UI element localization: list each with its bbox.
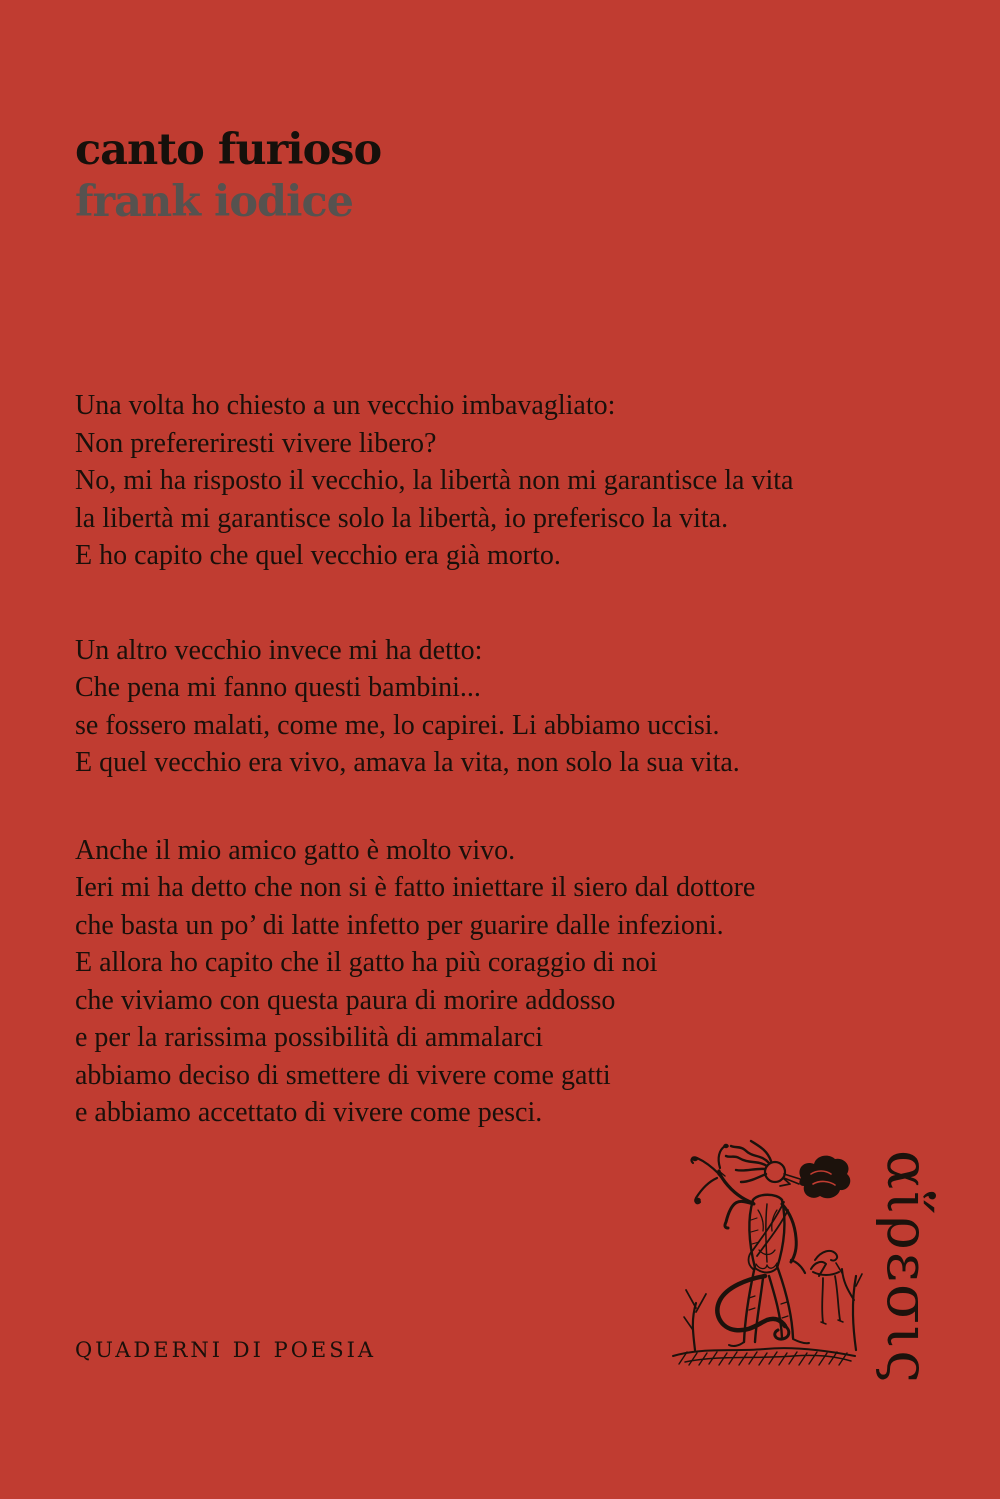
left-twig [684, 1290, 706, 1350]
poem-line: No, mi ha risposto il vecchio, la libertà non mi garantisce la vita [75, 465, 794, 496]
poem-line: e per la rarissima possibilità di ammalarci [75, 1022, 544, 1053]
poem-line: E ho capito che quel vecchio era già morto. [75, 540, 561, 571]
figure-hair [726, 1141, 771, 1182]
poem-line: Non prefereriresti vivere libero? [75, 427, 437, 459]
poem-line: Un altro vecchio invece mi ha detto: [75, 634, 483, 666]
figure-drape [749, 1202, 789, 1269]
figure-head [765, 1162, 800, 1186]
poem-line: la libertà mi garantisce solo la libertà, io preferisco la vita. [75, 502, 729, 534]
breath-cloud [799, 1156, 850, 1199]
poem-line: abbiamo deciso di smettere di vivere come gatti [75, 1059, 611, 1091]
publisher-logo-figure [663, 1138, 868, 1370]
poem-line: Ieri mi ha detto che non si è fatto iniettare il siero dal dottore [75, 872, 756, 903]
goat-figure [811, 1251, 843, 1324]
poem-line: E quel vecchio era vivo, amava la vita, non solo la sua vita. [75, 747, 740, 778]
stanza-2 [75, 632, 793, 782]
series-label: QUADERNI DI POESIA [75, 1338, 377, 1362]
stanza-3 [75, 832, 793, 1132]
poem-line: se fossero malati, come me, lo capirei. Li abbiamo uccisi. [75, 709, 720, 741]
book-author: frank iodice [75, 177, 353, 227]
poem-line: e abbiamo accettato di vivere come pesci. [75, 1097, 543, 1128]
poem-line: Anche il mio amico gatto è molto vivo. [75, 834, 516, 866]
figure-torso [749, 1195, 784, 1273]
publisher-mark-greek: αἵρεσις [874, 1150, 942, 1385]
figure-legs [729, 1266, 809, 1346]
book-title: canto furioso [75, 125, 382, 175]
poem-line: Che pena mi fanno questi bambini... [75, 672, 481, 703]
poem [75, 387, 793, 1132]
ground [673, 1348, 855, 1362]
title-block [75, 124, 381, 228]
right-twig [836, 1263, 862, 1350]
poem-line: che basta un po’ di latte infetto per guarire dalle infezioni. [75, 909, 724, 941]
poem-line: che viviamo con questa paura di morire addosso [75, 984, 616, 1016]
figure-arm-snakes [692, 1144, 754, 1228]
stanza-1 [75, 387, 793, 575]
poem-line: E allora ho capito che il gatto ha più coraggio di noi [75, 947, 658, 978]
poem-line: Una volta ho chiesto a un vecchio imbavagliato: [75, 390, 616, 421]
